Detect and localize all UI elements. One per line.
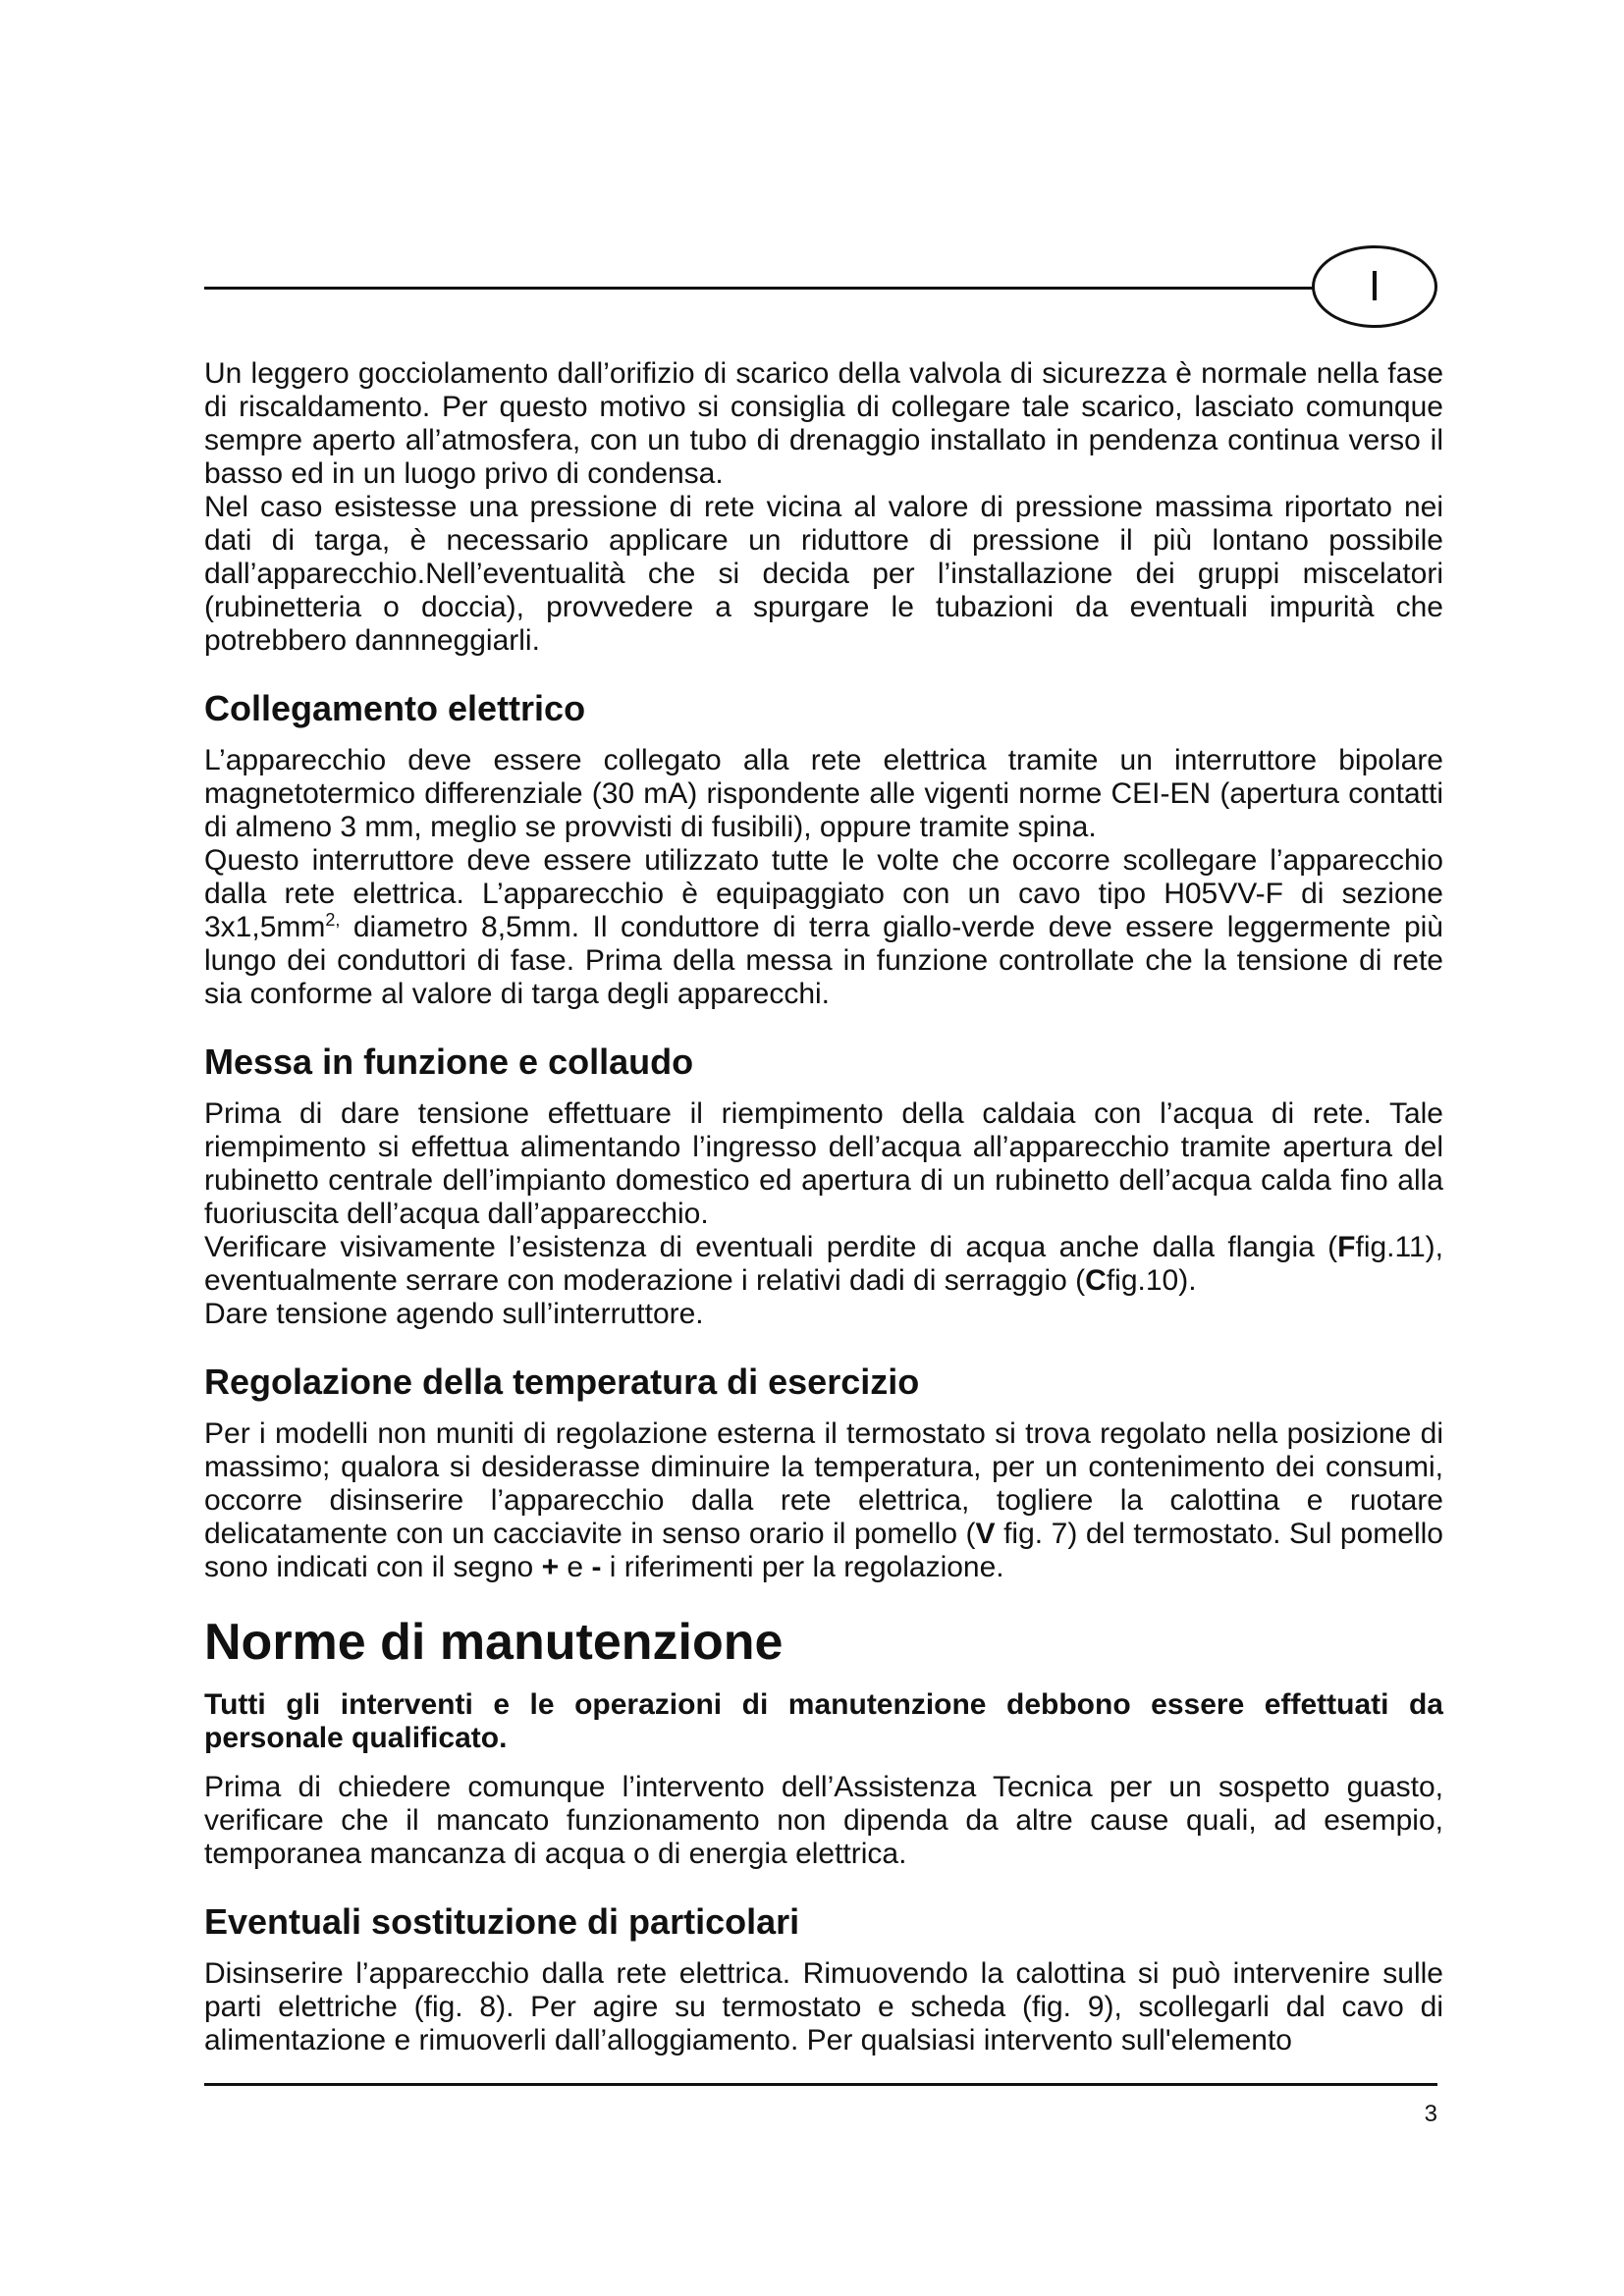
plus-sign: +: [541, 1551, 560, 1583]
temperature-ref-knob: V: [975, 1518, 996, 1550]
startup-ref-nuts: C: [1085, 1264, 1107, 1297]
startup-paragraph-2-part-b: fig.11), eventualmente serrare con moderazione i relativi dadi di serraggio (: [204, 1231, 1443, 1297]
minus-sign: -: [591, 1551, 602, 1583]
startup-ref-flange: F: [1337, 1231, 1356, 1263]
electric-paragraph-2-part-b: diametro 8,5mm. Il conduttore di terra giallo-verde deve essere leggermente più lungo dei conduttori di fase. Prima della messa in funzione controllate che la tensione di rete sia conforme al valore di targa degli apparecchi.: [204, 911, 1443, 1010]
section-title-startup: Messa in funzione e collaudo: [204, 1041, 694, 1082]
electric-paragraph-2: [204, 844, 1443, 1011]
temperature-part-c: e: [559, 1551, 592, 1583]
language-badge: [1312, 245, 1437, 328]
chapter-title-maintenance: Norme di manutenzione: [204, 1614, 784, 1671]
startup-paragraph-2: [204, 1231, 1443, 1298]
temperature-paragraph: [204, 1417, 1443, 1584]
language-label: I: [1368, 262, 1381, 310]
replacement-paragraph: Disinserire l’apparecchio dalla rete elettrica. Rimuovendo la calottina si può intervenire sulle parti elettriche (fig. 8). Per agire su termostato e scheda (fig. 9), scollegarli dal cavo di alimentazione e rimuoverli dall’alloggiamento. Per qualsiasi intervento sull'elemento: [204, 1957, 1443, 2056]
startup-paragraph-2-part-a: Verificare visivamente l’esistenza di eventuali perdite di acqua anche dalla flangia (: [204, 1231, 1338, 1263]
temperature-part-a: Per i modelli non muniti di regolazione esterna il termostato si trova regolato nella posizione di massimo; qualora si desiderasse diminuire la temperatura, per un contenimento dei consumi, occorre disinserire l’apparecchio dalla rete elettrica, togliere la calottina e ruotare delicatamente con un cacciavite in senso orario il pomello (: [204, 1417, 1443, 1550]
page-number: 3: [1424, 2101, 1437, 2127]
header-rule: [204, 287, 1314, 290]
intro-paragraph-2: Nel caso esistesse una pressione di rete vicina al valore di pressione massima riportato nei dati di targa, è necessario applicare un riduttore di pressione il più lontano possibile dall’apparecchio.Nell’eventualità che si decida per l’installazione dei gruppi miscelatori (rubinetteria o doccia), provvedere a spurgare le tubazioni da eventuali impurità che potrebbero dannneggiarli.: [204, 491, 1443, 657]
electric-superscript: 2,: [325, 910, 341, 930]
electric-paragraph-2-part-a: Questo interruttore deve essere utilizzato tutte le volte che occorre scollegare l’apparecchio dalla rete elettrica. L’apparecchio è equipaggiato con un cavo tipo H05VV-F di sezione 3x1,5mm: [204, 844, 1443, 943]
section-title-replacement: Eventuali sostituzione di particolari: [204, 1901, 800, 1942]
electric-paragraph-1: L’apparecchio deve essere collegato alla rete elettrica tramite un interruttore bipolare magnetotermico differenziale (30 mA) rispondente alle vigenti norme CEI-EN (apertura contatti di almeno 3 mm, meglio se provvisti di fusibili), oppure tramite spina.: [204, 744, 1443, 843]
intro-paragraph-1: Un leggero gocciolamento dall’orifizio di scarico della valvola di sicurezza è normale nella fase di riscaldamento. Per questo motivo si consiglia di collegare tale scarico, lasciato comunque sempre aperto all’atmosfera, con un tubo di drenaggio installato in pendenza continua verso il basso ed in un luogo privo di condensa.: [204, 357, 1443, 490]
startup-paragraph-2-part-c: fig.10).: [1106, 1264, 1197, 1297]
maintenance-paragraph: Prima di chiedere comunque l’intervento dell’Assistenza Tecnica per un sospetto guasto, verificare che il mancato funzionamento non dipenda da altre cause quali, ad esempio, temporanea mancanza di acqua o di energia elettrica.: [204, 1771, 1443, 1870]
page-content: [204, 357, 1443, 2057]
maintenance-lead: Tutti gli interventi e le operazioni di manutenzione debbono essere effettuati da personale qualificato.: [204, 1688, 1443, 1754]
footer-rule: [204, 2083, 1437, 2086]
startup-paragraph-1: Prima di dare tensione effettuare il riempimento della caldaia con l’acqua di rete. Tale riempimento si effettua alimentando l’ingresso dell’acqua all’apparecchio tramite apertura del rubinetto centrale dell’impianto domestico ed apertura di un rubinetto dell’acqua calda fino alla fuoriuscita dell’acqua dall’apparecchio.: [204, 1097, 1443, 1230]
temperature-part-b: fig. 7) del termostato. Sul pomello sono indicati con il segno: [204, 1518, 1443, 1583]
temperature-part-d: i riferimenti per la regolazione.: [601, 1551, 1004, 1583]
section-title-electric: Collegamento elettrico: [204, 688, 586, 728]
startup-paragraph-3: Dare tensione agendo sull’interruttore.: [204, 1298, 704, 1330]
section-title-temperature: Regolazione della temperatura di esercizio: [204, 1362, 920, 1402]
